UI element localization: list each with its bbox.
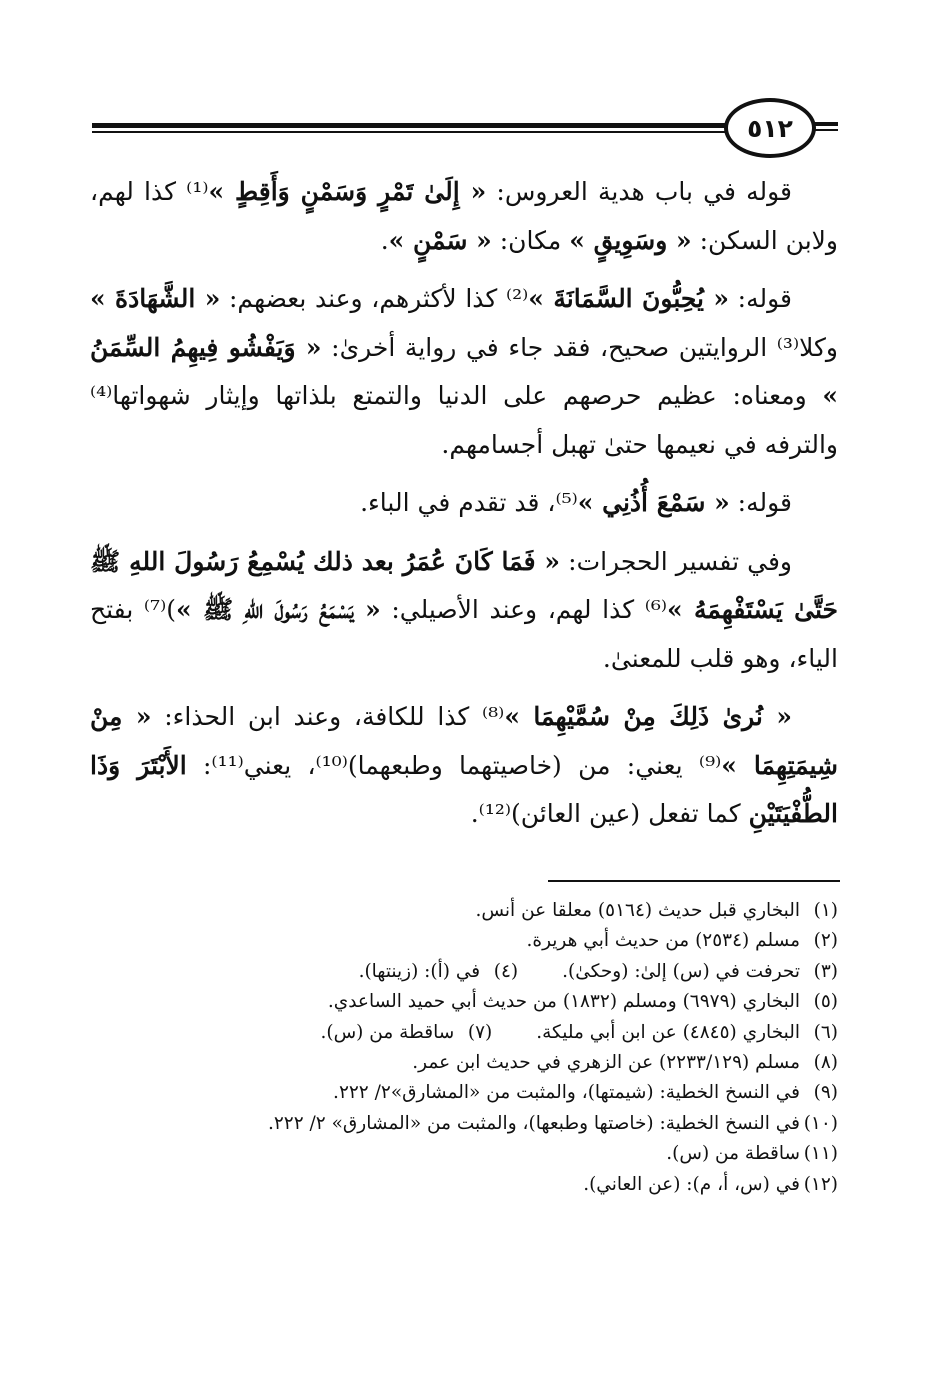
quoted-word: « مِنْ شِيمَتِهِمَا » [90,702,838,780]
footnote-number: (٦) [813,1021,838,1043]
page-number: ٥١٢ [747,113,793,143]
footnote-number: (٨) [813,1052,838,1074]
text-run: مكان: [491,225,570,255]
quoted-hadith: « نُرىٰ ذَلِكَ مِنْ سُمَّيْهِمَا » [504,702,792,731]
footnote-number: (٩) [813,1082,838,1104]
footnote-number: (١٠) [803,1112,838,1134]
text-run: ⁽⁹⁾ يعني: من (خاصيتهما وطبعهما)⁽¹⁰⁾، يعني⁽¹¹⁾: [186,750,722,780]
footnote-number: (٥) [813,991,838,1013]
text-run: ⁽²⁾ كذا لأكثرهم، وعند بعضهم: [220,284,529,313]
footnote-text: تحرفت في (س) إلىٰ: (وحكىٰ). [562,960,800,982]
text-run: ⁽⁸⁾ كذا للكافة، وعند ابن الحذاء: [151,702,505,731]
text-run: قوله: [729,488,792,517]
footnote-text: في (س، أ، م): (عن العاني). [583,1173,800,1195]
footnote-text: ساقطة من (س). [320,1021,455,1043]
footnote-number: (١١) [803,1143,838,1165]
header-rule-thin [92,131,732,133]
quoted-hadith: « وَيَفْشُو فِيهِمُ السِّمَنُ » [90,332,838,410]
quoted-hadith: « إِلَىٰ تَمْرٍ وَسَمْنٍ وَأَقِطٍ » [208,177,487,206]
footnote-text: في النسخ الخطية: (شيمتها)، والمثبت من «المشارق»٢/ ٢٢٢. [333,1082,800,1104]
quoted-hadith: « يَسْمَعُ رَسُولَ اللهِ ﷺ » [175,595,381,624]
footnote [90,1048,838,1078]
footnote-text: البخاري (٤٨٤٥) عن ابن أبي مليكة. [536,1021,800,1043]
footnote-text: ساقطة من (س). [666,1143,800,1165]
footnote-text: في النسخ الخطية: (خاصتها وطبعها)، والمثبت من «المشارق» ٢/ ٢٢٢. [267,1112,800,1134]
footnote-text: مسلم (٢٥٣٤) من حديث أبي هريرة. [526,930,800,952]
text-run: )⁽⁷⁾ بفتح الياء، وهو قلب للمعنىٰ. [90,595,838,673]
footnote [90,1018,838,1048]
quoted-hadith: الأَبْتَرَ وَذَا الطُّفْيَتَيْنِ [90,750,838,828]
paragraph [90,538,838,684]
text-run: قوله: [729,284,792,313]
text-run: قوله في باب هدية العروس: [486,177,792,206]
page-number-badge [724,98,816,158]
footnote [90,1109,838,1139]
footnote-number: (١٢) [803,1173,838,1195]
text-run: . [380,225,389,255]
text-run: وفي تفسير الحجرات: [560,546,793,576]
footnote [90,987,838,1017]
quoted-hadith: « يُحِبُّونَ السَّمَانَةَ » [528,284,730,313]
footnote-number: (٢) [813,930,838,952]
footnote-separator [548,880,840,882]
quoted-word: « وسَوِيقٍ » [569,225,692,255]
quoted-word: « الشَّهَادَةَ » [90,284,221,313]
paragraph [90,693,838,839]
text-run: ⁽⁶⁾ كذا لهم، وعند الأصيلي: [380,595,668,624]
footnote-text: البخاري قبل حديث (٥١٦٤) معلقا عن أنس. [475,900,800,921]
footnote [90,1078,838,1108]
footnote-text: البخاري (٦٩٧٩) ومسلم (١٨٣٢) من حديث أبي حميد الساعدي. [327,991,800,1013]
footnote-text: مسلم (٢٢٣٣/١٢٩) عن الزهري في حديث ابن عمر. [412,1052,800,1074]
footnotes [90,896,838,1200]
text-run: ⁽⁵⁾، قد تقدم في الباء. [360,488,578,517]
quoted-word: « سَمْنٍ » [388,225,492,255]
footnote [90,1139,838,1169]
footnote-text: في (أ): (زينتها). [358,960,481,982]
footnote [90,957,838,987]
paragraph [90,168,838,265]
header-rule-thick [92,123,732,128]
footnote [90,896,838,926]
footnote-number: (٤) [493,960,519,982]
text-run: كما تفعل (عين العائن)⁽¹²⁾. [470,799,749,828]
text-run: ⁽¹⁾ كذا لهم، ولابن السكن: [90,177,838,255]
page-header [92,96,838,158]
footnote [90,926,838,956]
text-run: وكلا⁽³⁾ الروايتين صحيح، فقد جاء في رواية أخرىٰ: [321,332,838,362]
footnote [90,1170,838,1200]
footnote-number: (١) [813,900,838,921]
footnote-number: (٣) [813,960,838,982]
text-run: ومعناه: عظيم حرصهم على الدنيا والتمتع بلذاتها وإيثار شهواتها⁽⁴⁾ والترفه في نعيمها حتىٰ تهبل أجسامهم. [90,381,838,459]
paragraph [90,479,838,528]
main-text [90,168,838,849]
paragraph [90,275,838,469]
footnote-number: (٧) [467,1021,493,1043]
quoted-hadith: « سَمْعَ أُذُنِي » [577,488,730,517]
quoted-hadith: « فَمَا كَانَ عُمَرُ بعد ذلك يُسْمِعُ رَسُولَ اللهِ ﷺ حَتَّىٰ يَسْتَفْهِمَهُ » [90,546,839,624]
